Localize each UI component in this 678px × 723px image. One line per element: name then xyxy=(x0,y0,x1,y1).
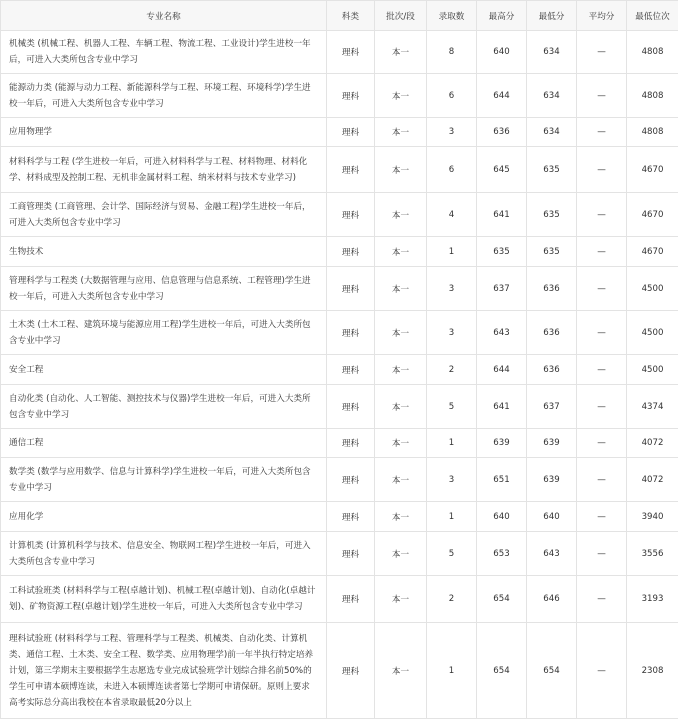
min-score-cell: 654 xyxy=(527,623,577,719)
subject-cell: 理科 xyxy=(327,623,375,719)
table-row xyxy=(1,193,678,237)
subject-cell: 理科 xyxy=(327,355,375,385)
min-score-cell: 639 xyxy=(527,429,577,458)
avg-score-cell: — xyxy=(577,458,627,502)
subject-cell: 理科 xyxy=(327,237,375,267)
count-cell: 6 xyxy=(427,147,477,193)
subject-cell: 理科 xyxy=(327,267,375,311)
avg-score-cell: — xyxy=(577,74,627,118)
table-row xyxy=(1,311,678,355)
min-rank-cell: 3940 xyxy=(627,502,678,532)
batch-cell: 本一 xyxy=(375,532,427,576)
subject-cell: 理科 xyxy=(327,193,375,237)
count-cell: 1 xyxy=(427,502,477,532)
major-name-cell: 理科试验班 (材料科学与工程、管理科学与工程类、机械类、自动化类、计算机类、通信工程、土木类、安全工程、数学类、应用物理学)前一年半执行特定培养计划，第三学期末主要根据学生志愿选专业完成试验班学计划综合排名前50%的学生可申请本硕博连读，未进入本硕博连读者第七学期可申请保研。原则上要求高考实际总分高出我校在本省录取最低20分以上 xyxy=(1,623,327,719)
avg-score-cell: — xyxy=(577,267,627,311)
min-score-cell: 636 xyxy=(527,267,577,311)
min-score-cell: 634 xyxy=(527,74,577,118)
count-cell: 4 xyxy=(427,193,477,237)
min-score-cell: 646 xyxy=(527,576,577,623)
count-cell: 3 xyxy=(427,458,477,502)
major-name-cell: 工科试验班类 (材料科学与工程(卓越计划)、机械工程(卓越计划)、自动化(卓越计划)、矿物资源工程(卓越计划)学生进校一年后，可进入大类所包含专业中学习 xyxy=(1,576,327,623)
max-score-cell: 654 xyxy=(477,576,527,623)
max-score-cell: 641 xyxy=(477,385,527,429)
count-cell: 5 xyxy=(427,385,477,429)
count-cell: 8 xyxy=(427,31,477,74)
min-rank-cell: 4808 xyxy=(627,31,678,74)
min-rank-cell: 2308 xyxy=(627,623,678,719)
avg-score-cell: — xyxy=(577,355,627,385)
subject-cell: 理科 xyxy=(327,74,375,118)
max-score-cell: 636 xyxy=(477,118,527,147)
count-cell: 6 xyxy=(427,74,477,118)
count-cell: 2 xyxy=(427,355,477,385)
max-score-cell: 653 xyxy=(477,532,527,576)
major-name-cell: 数学类 (数学与应用数学、信息与计算科学)学生进校一年后，可进入大类所包含专业中学习 xyxy=(1,458,327,502)
major-name-cell: 机械类 (机械工程、机器人工程、车辆工程、物流工程、工业设计)学生进校一年后，可进入大类所包含专业中学习 xyxy=(1,31,327,74)
subject-cell: 理科 xyxy=(327,502,375,532)
max-score-cell: 643 xyxy=(477,311,527,355)
avg-score-cell: — xyxy=(577,502,627,532)
batch-cell: 本一 xyxy=(375,355,427,385)
max-score-cell: 639 xyxy=(477,429,527,458)
min-score-cell: 634 xyxy=(527,118,577,147)
count-cell: 3 xyxy=(427,118,477,147)
max-score-cell: 644 xyxy=(477,355,527,385)
avg-score-cell: — xyxy=(577,623,627,719)
min-score-cell: 643 xyxy=(527,532,577,576)
table-header-row xyxy=(1,1,678,31)
batch-cell: 本一 xyxy=(375,118,427,147)
avg-score-cell: — xyxy=(577,429,627,458)
batch-cell: 本一 xyxy=(375,74,427,118)
subject-cell: 理科 xyxy=(327,31,375,74)
min-rank-cell: 4670 xyxy=(627,193,678,237)
table-row xyxy=(1,458,678,502)
batch-cell: 本一 xyxy=(375,429,427,458)
table-row xyxy=(1,118,678,147)
min-rank-cell: 3556 xyxy=(627,532,678,576)
major-name-cell: 管理科学与工程类 (大数据管理与应用、信息管理与信息系统、工程管理)学生进校一年后，可进入大类所包含专业中学习 xyxy=(1,267,327,311)
max-score-cell: 640 xyxy=(477,31,527,74)
min-rank-cell: 4500 xyxy=(627,355,678,385)
min-score-cell: 639 xyxy=(527,458,577,502)
header-batch: 批次/段 xyxy=(375,1,427,31)
max-score-cell: 635 xyxy=(477,237,527,267)
table-row xyxy=(1,385,678,429)
table-row xyxy=(1,502,678,532)
subject-cell: 理科 xyxy=(327,118,375,147)
table-row xyxy=(1,532,678,576)
min-score-cell: 634 xyxy=(527,31,577,74)
batch-cell: 本一 xyxy=(375,502,427,532)
avg-score-cell: — xyxy=(577,385,627,429)
min-score-cell: 635 xyxy=(527,147,577,193)
batch-cell: 本一 xyxy=(375,385,427,429)
avg-score-cell: — xyxy=(577,193,627,237)
major-name-cell: 生物技术 xyxy=(1,237,327,267)
batch-cell: 本一 xyxy=(375,237,427,267)
table-row xyxy=(1,623,678,719)
max-score-cell: 645 xyxy=(477,147,527,193)
min-score-cell: 637 xyxy=(527,385,577,429)
batch-cell: 本一 xyxy=(375,576,427,623)
count-cell: 1 xyxy=(427,237,477,267)
table-row xyxy=(1,576,678,623)
count-cell: 1 xyxy=(427,429,477,458)
batch-cell: 本一 xyxy=(375,147,427,193)
batch-cell: 本一 xyxy=(375,31,427,74)
max-score-cell: 640 xyxy=(477,502,527,532)
min-score-cell: 635 xyxy=(527,193,577,237)
max-score-cell: 651 xyxy=(477,458,527,502)
count-cell: 5 xyxy=(427,532,477,576)
avg-score-cell: — xyxy=(577,118,627,147)
subject-cell: 理科 xyxy=(327,311,375,355)
subject-cell: 理科 xyxy=(327,532,375,576)
avg-score-cell: — xyxy=(577,311,627,355)
major-name-cell: 应用化学 xyxy=(1,502,327,532)
table-row xyxy=(1,429,678,458)
header-min-rank: 最低位次 xyxy=(627,1,678,31)
major-name-cell: 材料科学与工程 (学生进校一年后，可进入材料科学与工程、材料物理、材料化学、材料成型及控制工程、无机非金属材料工程、纳米材料与技术专业学习) xyxy=(1,147,327,193)
major-name-cell: 应用物理学 xyxy=(1,118,327,147)
batch-cell: 本一 xyxy=(375,193,427,237)
min-rank-cell: 4670 xyxy=(627,147,678,193)
header-major-name: 专业名称 xyxy=(1,1,327,31)
subject-cell: 理科 xyxy=(327,576,375,623)
min-rank-cell: 4072 xyxy=(627,429,678,458)
min-rank-cell: 4072 xyxy=(627,458,678,502)
min-rank-cell: 4808 xyxy=(627,118,678,147)
header-min-score: 最低分 xyxy=(527,1,577,31)
max-score-cell: 644 xyxy=(477,74,527,118)
header-subject: 科类 xyxy=(327,1,375,31)
min-rank-cell: 4670 xyxy=(627,237,678,267)
count-cell: 2 xyxy=(427,576,477,623)
table-row xyxy=(1,267,678,311)
min-rank-cell: 4808 xyxy=(627,74,678,118)
count-cell: 1 xyxy=(427,623,477,719)
header-avg-score: 平均分 xyxy=(577,1,627,31)
table-row xyxy=(1,147,678,193)
major-name-cell: 计算机类 (计算机科学与技术、信息安全、物联网工程)学生进校一年后，可进入大类所包含专业中学习 xyxy=(1,532,327,576)
count-cell: 3 xyxy=(427,267,477,311)
subject-cell: 理科 xyxy=(327,458,375,502)
min-rank-cell: 4374 xyxy=(627,385,678,429)
min-rank-cell: 4500 xyxy=(627,311,678,355)
major-name-cell: 土木类 (土木工程、建筑环境与能源应用工程)学生进校一年后，可进入大类所包含专业中学习 xyxy=(1,311,327,355)
avg-score-cell: — xyxy=(577,31,627,74)
min-score-cell: 635 xyxy=(527,237,577,267)
avg-score-cell: — xyxy=(577,147,627,193)
major-name-cell: 工商管理类 (工商管理、会计学、国际经济与贸易、金融工程)学生进校一年后，可进入大类所包含专业中学习 xyxy=(1,193,327,237)
min-score-cell: 636 xyxy=(527,311,577,355)
subject-cell: 理科 xyxy=(327,385,375,429)
header-max-score: 最高分 xyxy=(477,1,527,31)
count-cell: 3 xyxy=(427,311,477,355)
min-score-cell: 636 xyxy=(527,355,577,385)
major-name-cell: 安全工程 xyxy=(1,355,327,385)
max-score-cell: 654 xyxy=(477,623,527,719)
max-score-cell: 641 xyxy=(477,193,527,237)
subject-cell: 理科 xyxy=(327,147,375,193)
major-name-cell: 通信工程 xyxy=(1,429,327,458)
min-score-cell: 640 xyxy=(527,502,577,532)
table-row xyxy=(1,74,678,118)
header-admitted-count: 录取数 xyxy=(427,1,477,31)
table-row xyxy=(1,31,678,74)
major-name-cell: 能源动力类 (能源与动力工程、新能源科学与工程、环境工程、环境科学)学生进校一年后，可进入大类所包含专业中学习 xyxy=(1,74,327,118)
major-name-cell: 自动化类 (自动化、人工智能、测控技术与仪器)学生进校一年后，可进入大类所包含专业中学习 xyxy=(1,385,327,429)
batch-cell: 本一 xyxy=(375,458,427,502)
min-rank-cell: 3193 xyxy=(627,576,678,623)
table-row xyxy=(1,237,678,267)
max-score-cell: 637 xyxy=(477,267,527,311)
avg-score-cell: — xyxy=(577,237,627,267)
subject-cell: 理科 xyxy=(327,429,375,458)
min-rank-cell: 4500 xyxy=(627,267,678,311)
avg-score-cell: — xyxy=(577,576,627,623)
batch-cell: 本一 xyxy=(375,623,427,719)
batch-cell: 本一 xyxy=(375,311,427,355)
batch-cell: 本一 xyxy=(375,267,427,311)
table-row xyxy=(1,355,678,385)
avg-score-cell: — xyxy=(577,532,627,576)
